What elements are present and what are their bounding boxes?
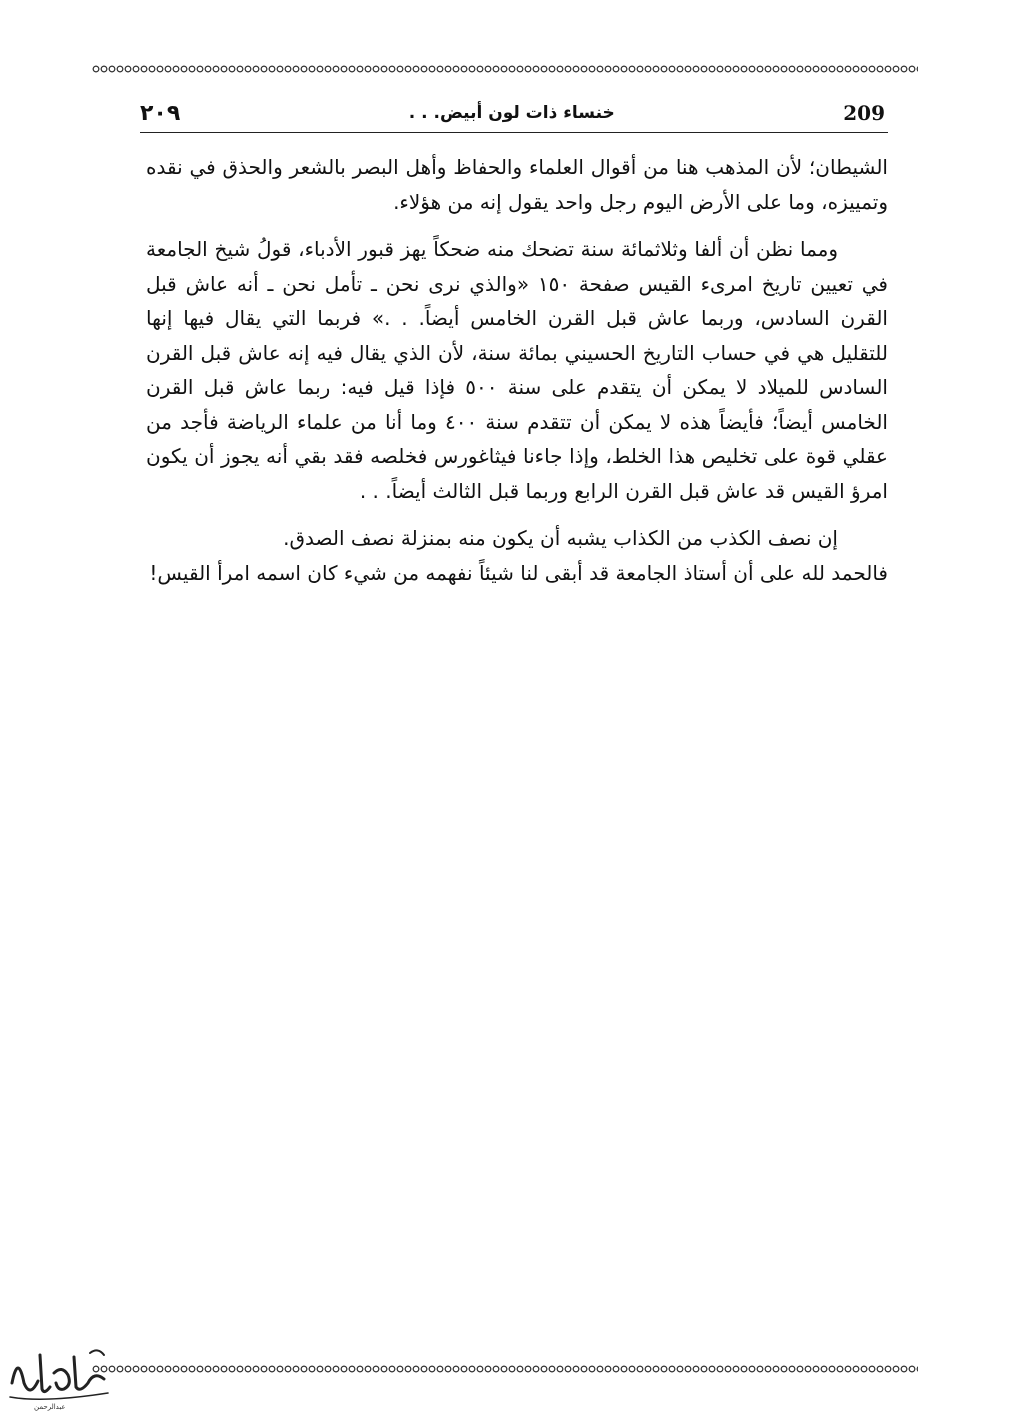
- bottom-decorative-border: [92, 1364, 918, 1374]
- calligraphy-stamp-logo: [4, 1343, 116, 1411]
- paragraph-4: فالحمد لله على أن أستاذ الجامعة قد أبقى لنا شيئاً نفهمه من شيء كان اسمه امرأ القيس!: [149, 560, 888, 585]
- page-number-arabic: ٢٠٩: [140, 100, 181, 126]
- paragraph-3: إن نصف الكذب من الكذاب يشبه أن يكون منه بمنزلة نصف الصدق.: [283, 526, 838, 550]
- page-header: [140, 96, 885, 130]
- page-body: [146, 150, 888, 590]
- svg-text:عبدالرحمن: عبدالرحمن: [34, 1403, 66, 1411]
- paragraph-1: الشيطان؛ لأن المذهب هنا من أقوال العلماء والحفاظ وأهل البصر بالشعر والحذق في نقده وتمييزه، وما على الأرض اليوم رجل واحد يقول إنه من هؤلاء.: [146, 155, 888, 214]
- page-number-latin: 209: [843, 101, 885, 125]
- paragraph-2: ومما نظن أن ألفا وثلاثمائة سنة تضحك منه ضحكاً يهز قبور الأدباء، قولُ شيخ الجامعة في تعيين تاريخ امرىء القيس صفحة ١٥٠ «والذي نرى نحن ـ تأمل نحن ـ أنه عاش قبل القرن السادس، وربما عاش قبل القرن الخامس أيضاً. . .» فربما التي يقال فيها إنها للتقليل هي في حساب التاريخ الحسيني بمائة سنة، لأن الذي يقال فيه إنه عاش قبل القرن السادس للميلاد لا يمكن أن يتقدم على سنة ٥٠٠ فإذا قيل فيه: ربما عاش قبل القرن الخامس أيضاً؛ فأيضاً هذه لا يمكن أن تتقدم سنة ٤٠٠ وما أنا من علماء الرياضة فأجد من عقلي قوة على تخليص هذا الخلط، وإذا جاءنا فيثاغورس فخلصه فقد بقي أنه يجوز أن يكون امرؤ القيس قد عاش قبل القرن الرابع وربما قبل الثالث أيضاً. . .: [146, 237, 888, 503]
- running-title: خنساء ذات لون أبيض. . .: [408, 103, 615, 123]
- header-rule: [140, 132, 888, 133]
- top-decorative-border: [92, 64, 918, 74]
